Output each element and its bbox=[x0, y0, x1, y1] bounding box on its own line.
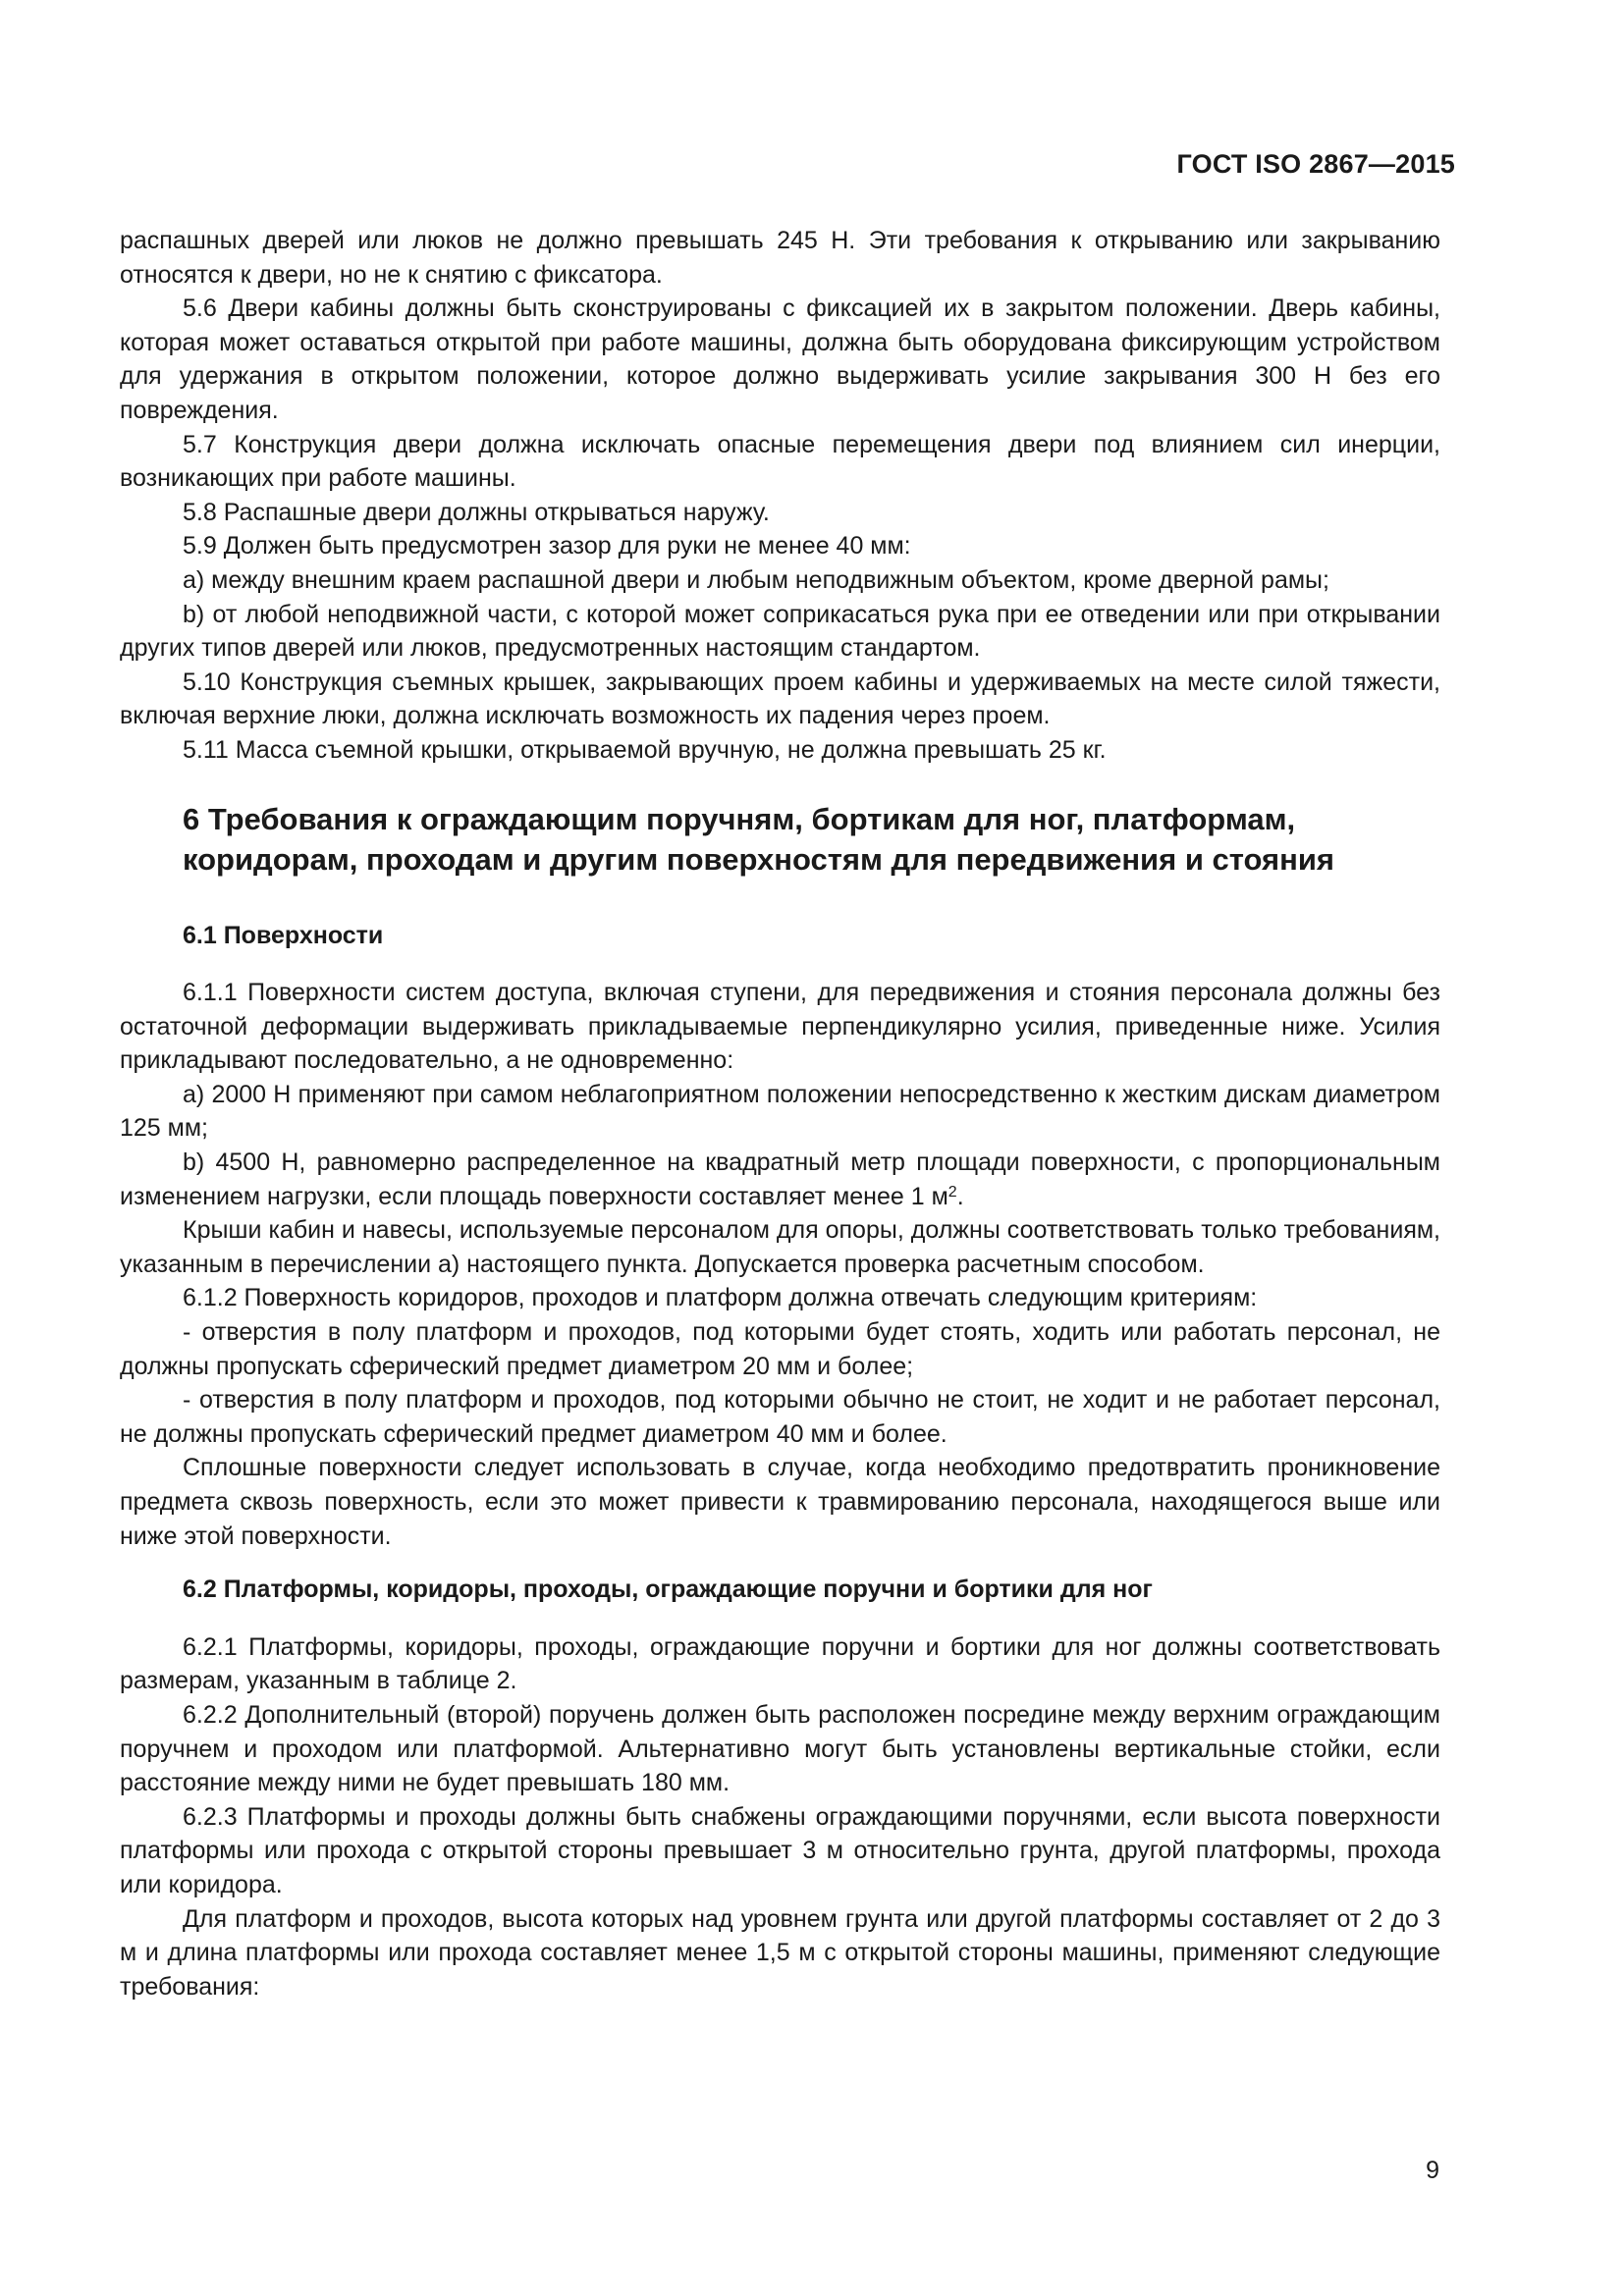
paragraph-6-2-2: 6.2.2 Дополнительный (второй) поручень должен быть расположен посредине между верхним ограждающим поручнем и проходом или платформой. Альтернативно могут быть установлены вертикальные стойки, если расстояние между ними не будет превышать 180 мм. bbox=[120, 1700, 1440, 1797]
paragraph-5-9: 5.9 Должен быть предусмотрен зазор для руки не менее 40 мм: bbox=[183, 532, 911, 561]
paragraph-6-2-3: 6.2.3 Платформы и проходы должны быть снабжены ограждающими поручнями, если высота поверхности платформы или прохода с открытой стороны превышает 3 м относительно грунта, другой платформы, прохода или коридора. bbox=[120, 1802, 1440, 1898]
list-item-b bbox=[120, 1146, 1440, 1213]
section-6-heading: 6 Требования к ограждающим поручням, бортикам для ног, платформам, коридорам, проходам и другим поверхностям для передвижения и стояния bbox=[183, 801, 1334, 877]
paragraph-5-7: 5.7 Конструкция двери должна исключать опасные перемещения двери под влиянием сил инерции, возникающих при работе машины. bbox=[120, 430, 1440, 493]
list-item-dash: - отверстия в полу платформ и проходов, под которыми обычно не стоит, не ходит и не работает персонал, не должны пропускать сферический предмет диаметром 40 мм и более. bbox=[120, 1386, 1440, 1448]
document-header: ГОСТ ISO 2867—2015 bbox=[1176, 149, 1455, 179]
paragraph-5-11: 5.11 Масса съемной крышки, открываемой вручную, не должна превышать 25 кг. bbox=[183, 735, 1107, 764]
superscript: 2 bbox=[947, 1183, 957, 1201]
list-item-b-text: b) 4500 Н, равномерно распределенное на квадратный метр площади поверхности, с пропорциональным изменением нагрузки, если площадь поверхности составляет менее 1 м bbox=[120, 1148, 1440, 1210]
paragraph-5-10: 5.10 Конструкция съемных крышек, закрывающих проем кабины и удерживаемых на месте силой тяжести, включая верхние люки, должна исключать возможность их падения через проем. bbox=[120, 667, 1440, 730]
paragraph: Сплошные поверхности следует использовать в случае, когда необходимо предотвратить проникновение предмета сквозь поверхность, если это может привести к травмированию персонала, находящегося выше или ниже этой поверхности. bbox=[120, 1454, 1440, 1550]
paragraph: Крыши кабин и навесы, используемые персоналом для опоры, должны соответствовать только требованиям, указанным в перечислении а) настоящего пункта. Допускается проверка расчетным способом. bbox=[120, 1216, 1440, 1278]
paragraph-6-1-2: 6.1.2 Поверхность коридоров, проходов и платформ должна отвечать следующим критериям: bbox=[183, 1284, 1258, 1312]
paragraph-6-1-1: 6.1.1 Поверхности систем доступа, включая ступени, для передвижения и стояния персонала должны без остаточной деформации выдерживать прикладываемые перпендикулярно усилия, приведенные ниже. Усилия прикладывают последовательно, а не одновременно: bbox=[120, 979, 1440, 1075]
list-item-a: а) между внешним краем распашной двери и любым неподвижным объектом, кроме дверной рамы; bbox=[183, 565, 1329, 594]
paragraph: распашных дверей или люков не должно превышать 245 Н. Эти требования к открыванию или закрыванию относятся к двери, но не к снятию с фиксатора. bbox=[120, 227, 1440, 289]
page-number: 9 bbox=[1426, 2157, 1439, 2184]
paragraph-6-2-1: 6.2.1 Платформы, коридоры, проходы, ограждающие поручни и бортики для ног должны соответствовать размерам, указанным в таблице 2. bbox=[120, 1632, 1440, 1695]
list-item-a: а) 2000 Н применяют при самом неблагоприятном положении непосредственно к жестким дискам диаметром 125 мм; bbox=[120, 1080, 1440, 1143]
list-item-b: b) от любой неподвижной части, с которой может соприкасаться рука при ее отведении или при открывании других типов дверей или люков, предусмотренных настоящим стандартом. bbox=[120, 600, 1440, 663]
paragraph: Для платформ и проходов, высота которых над уровнем грунта или другой платформы составляет от 2 до 3 м и длина платформы или прохода составляет менее 1,5 м с открытой стороны машины, применяют следующие требования: bbox=[120, 1904, 1440, 2001]
paragraph-5-8: 5.8 Распашные двери должны открываться наружу. bbox=[183, 498, 770, 526]
subsection-6-1-heading: 6.1 Поверхности bbox=[183, 921, 384, 949]
list-item-b-end: . bbox=[956, 1182, 964, 1210]
list-item-dash: - отверстия в полу платформ и проходов, под которыми будет стоять, ходить или работать персонал, не должны пропускать сферический предмет диаметром 20 мм и более; bbox=[120, 1318, 1440, 1380]
subsection-6-2-heading: 6.2 Платформы, коридоры, проходы, ограждающие поручни и бортики для ног bbox=[183, 1575, 1153, 1604]
paragraph-5-6: 5.6 Двери кабины должны быть сконструированы с фиксацией их в закрытом положении. Дверь кабины, которая может оставаться открытой при работе машины, должна быть оборудована фиксирующим устройством для удержания в открытом положении, которое должно выдерживать усилие закрывания 300 Н без его повреждения. bbox=[120, 294, 1440, 424]
document-body bbox=[120, 224, 1440, 2003]
